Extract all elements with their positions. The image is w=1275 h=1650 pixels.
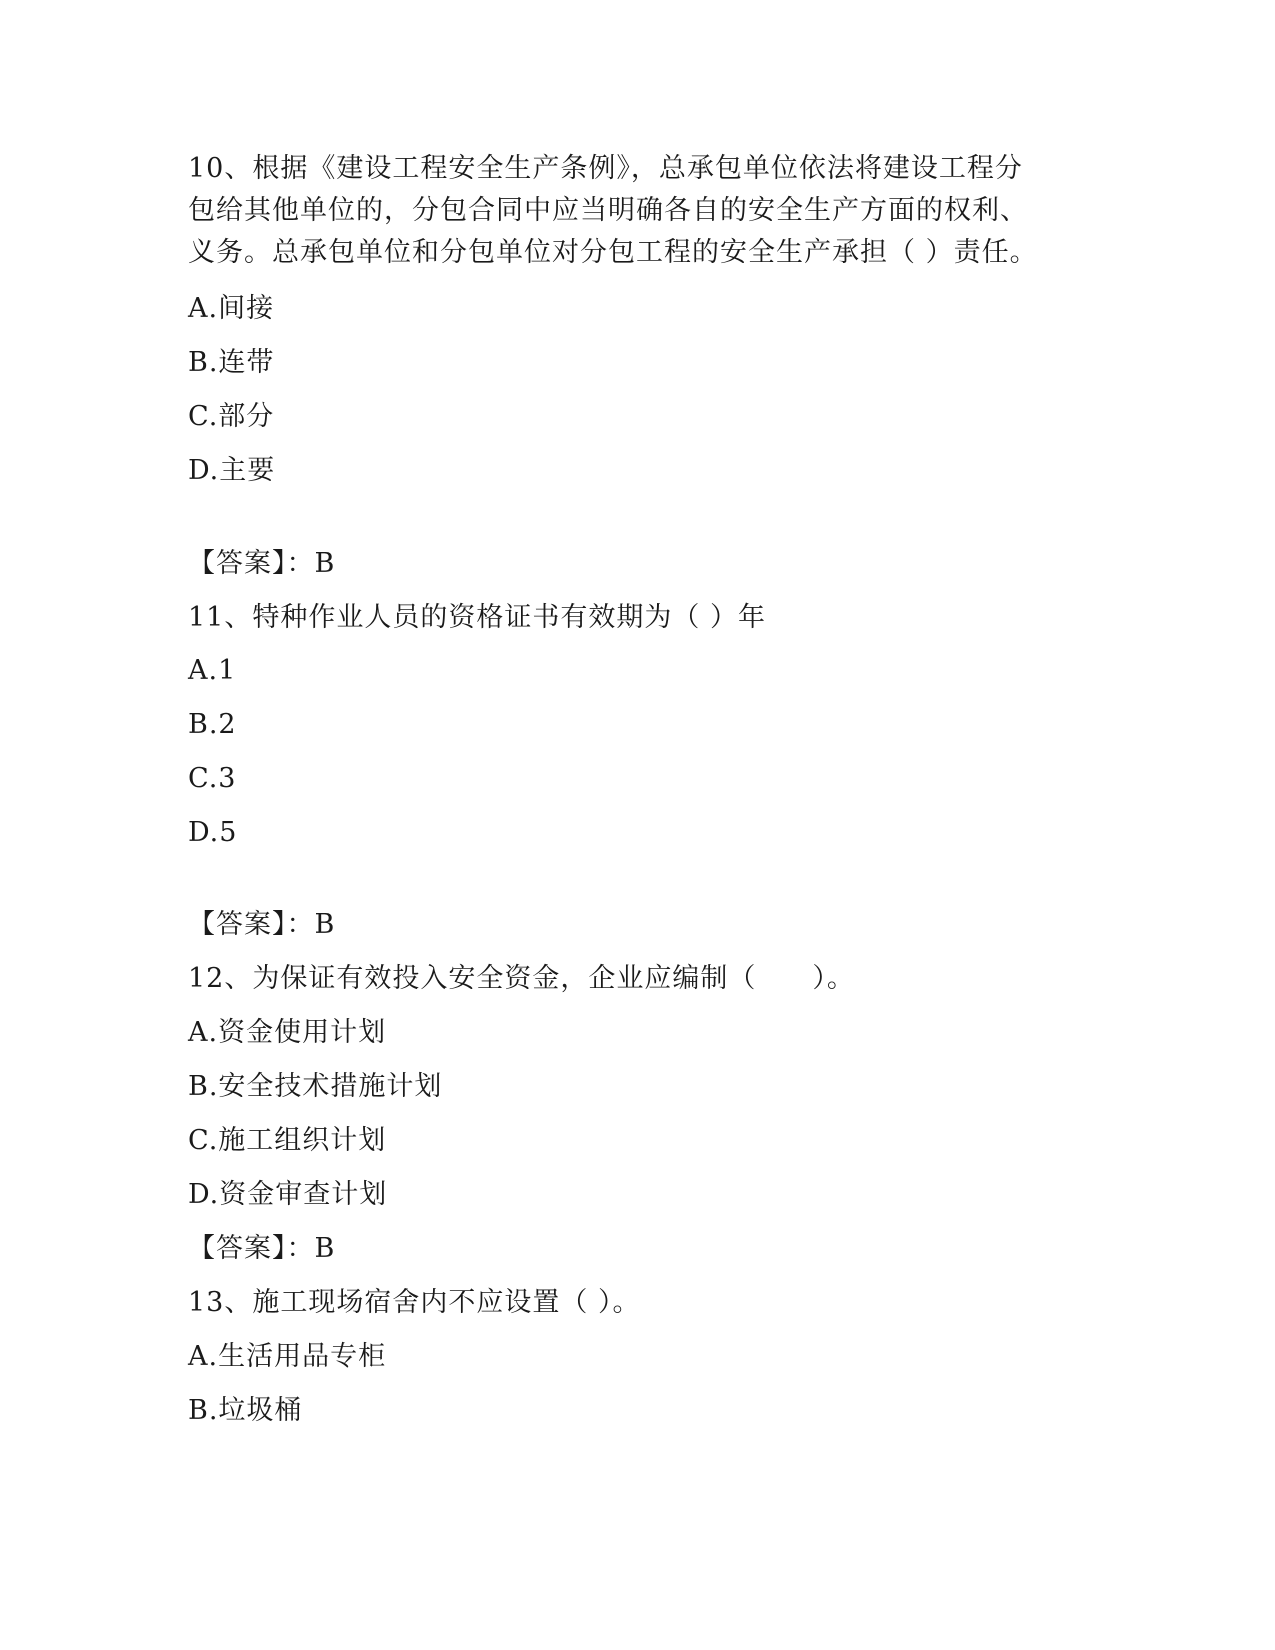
question-10-stem-line-2: 包给其他单位的，分包合同中应当明确各自的安全生产方面的权利、 bbox=[188, 195, 1028, 226]
question-12-stem-line-1: 12、为保证有效投入安全资金，企业应编制（ ）。 bbox=[188, 963, 855, 994]
question-10-option-c: C.部分 bbox=[188, 401, 275, 432]
question-13-option-b: B.垃圾桶 bbox=[188, 1395, 303, 1426]
question-13-option-a: A.生活用品专柜 bbox=[188, 1341, 387, 1372]
question-10-option-b: B.连带 bbox=[188, 347, 275, 378]
question-10-option-d: D.主要 bbox=[188, 455, 276, 486]
question-10-stem-line-3: 义务。总承包单位和分包单位对分包工程的安全生产承担（ ）责任。 bbox=[188, 237, 1038, 268]
question-12-option-d: D.资金审查计划 bbox=[188, 1179, 388, 1210]
question-12-option-b: B.安全技术措施计划 bbox=[188, 1071, 443, 1102]
question-10-stem-line-1: 10、根据《建设工程安全生产条例》，总承包单位依法将建设工程分 bbox=[188, 153, 1023, 184]
question-11-answer: 【答案】：B bbox=[188, 909, 336, 940]
question-12-answer: 【答案】：B bbox=[188, 1233, 336, 1264]
question-11-option-c: C.3 bbox=[188, 763, 237, 794]
question-10-option-a: A.间接 bbox=[188, 293, 275, 324]
question-12-option-a: A.资金使用计划 bbox=[188, 1017, 387, 1048]
question-12-option-c: C.施工组织计划 bbox=[188, 1125, 387, 1156]
question-11-option-b: B.2 bbox=[188, 709, 237, 740]
question-13-stem-line-1: 13、施工现场宿舍内不应设置（ ）。 bbox=[188, 1287, 641, 1318]
question-11-stem-line-1: 11、特种作业人员的资格证书有效期为（ ）年 bbox=[188, 602, 766, 633]
question-11-option-a: A.1 bbox=[188, 655, 237, 686]
question-11-option-d: D.5 bbox=[188, 817, 238, 848]
question-10-answer: 【答案】：B bbox=[188, 548, 336, 579]
